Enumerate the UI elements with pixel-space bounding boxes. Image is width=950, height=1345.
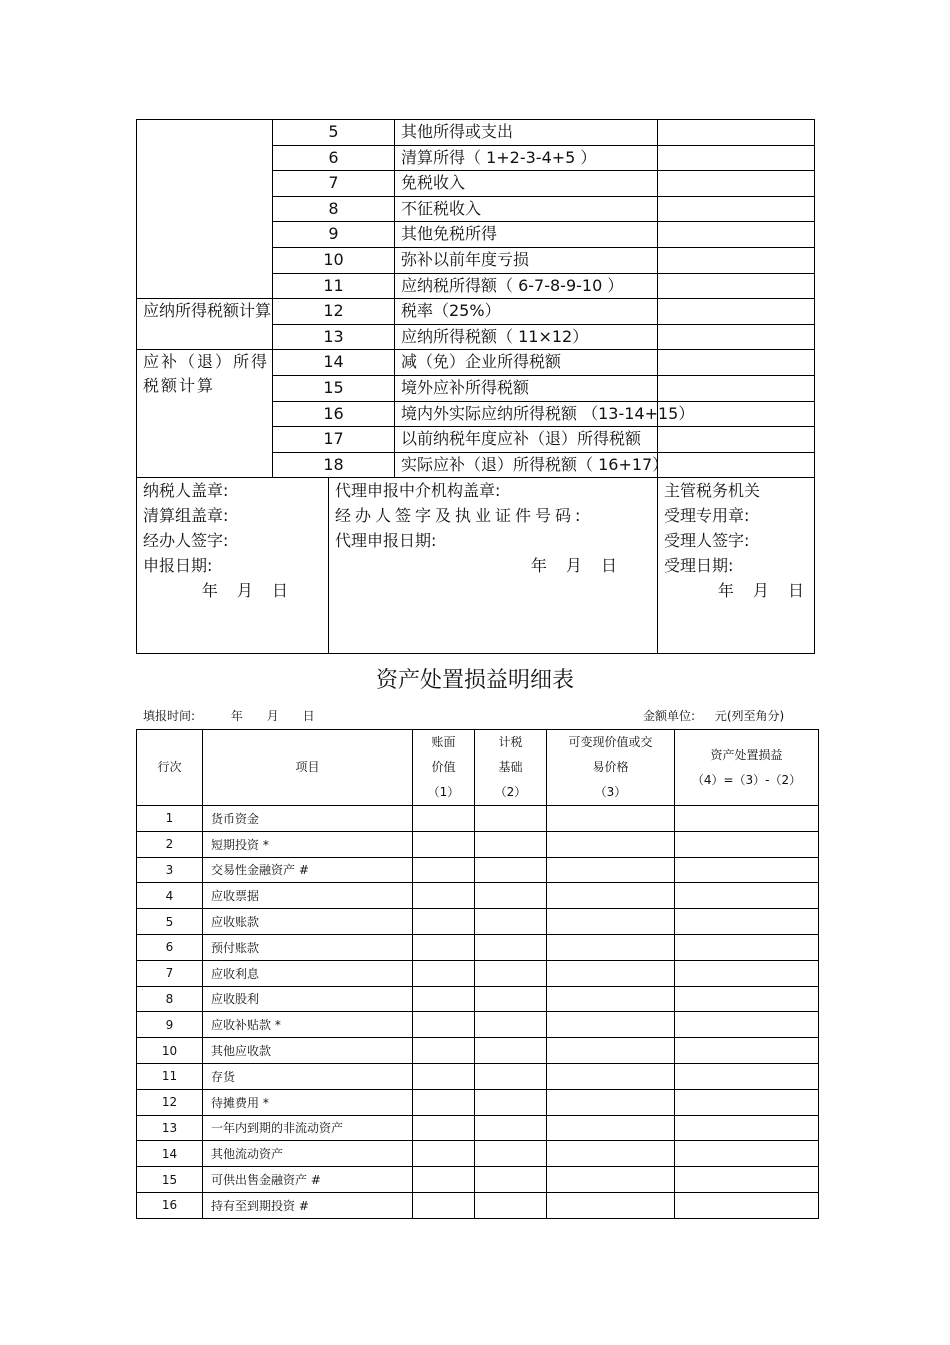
realizable-value-input[interactable]	[547, 1038, 675, 1064]
asset-row	[137, 960, 819, 986]
row-index: 15	[137, 1167, 203, 1193]
header-tax-line3: （2）	[494, 785, 527, 799]
line-label: 弥补以前年度亏损	[395, 247, 658, 273]
unit-value: 元(列至角分)	[714, 709, 785, 723]
line-label: 其他免税所得	[395, 222, 658, 248]
line-amount-input[interactable]	[658, 171, 815, 197]
row-index: 13	[137, 1115, 203, 1141]
asset-row	[137, 806, 819, 832]
row-item: 应收利息	[203, 960, 413, 986]
agent-sign-cell	[329, 478, 658, 654]
realizable-value-input[interactable]	[547, 806, 675, 832]
book-value-input[interactable]	[413, 1038, 475, 1064]
row-index: 12	[137, 1089, 203, 1115]
gain-loss-input[interactable]	[675, 883, 819, 909]
amount-unit	[643, 707, 784, 724]
line-number: 13	[273, 324, 395, 350]
tax-basis-input[interactable]	[475, 806, 547, 832]
liquidation-seal-label: 清算组盖章:	[143, 506, 229, 526]
tax-basis-input[interactable]	[475, 986, 547, 1012]
book-value-input[interactable]	[413, 1115, 475, 1141]
tax-row	[137, 350, 815, 376]
gain-loss-input[interactable]	[675, 1167, 819, 1193]
row-index: 3	[137, 857, 203, 883]
tax-basis-input[interactable]	[475, 934, 547, 960]
line-number: 17	[273, 427, 395, 453]
line-amount-input[interactable]	[658, 299, 815, 325]
book-value-input[interactable]	[413, 934, 475, 960]
line-amount-input[interactable]	[658, 273, 815, 299]
header-gain-loss	[675, 730, 819, 806]
row-index: 10	[137, 1038, 203, 1064]
row-index: 11	[137, 1063, 203, 1089]
row-item: 一年内到期的非流动资产	[203, 1115, 413, 1141]
unit-label: 金额单位:	[643, 709, 696, 723]
tax-basis-input[interactable]	[475, 1089, 547, 1115]
row-item: 其他应收款	[203, 1038, 413, 1064]
book-value-input[interactable]	[413, 1192, 475, 1218]
asset-disposal-table	[136, 729, 819, 1219]
line-number: 9	[273, 222, 395, 248]
header-tax-basis	[475, 730, 547, 806]
gain-loss-input[interactable]	[675, 934, 819, 960]
line-label: 免税收入	[395, 171, 658, 197]
gain-loss-input[interactable]	[675, 986, 819, 1012]
row-index: 4	[137, 883, 203, 909]
line-label: 应纳税所得额（ 6-7-8-9-10 ）	[395, 273, 658, 299]
filing-date-label: 申报日期:	[143, 556, 213, 576]
handler-sign-label: 经办人签字:	[143, 531, 229, 551]
header-row	[137, 730, 819, 806]
header-realizable-line2: 易价格	[592, 760, 629, 774]
row-item: 存货	[203, 1063, 413, 1089]
tax-row	[137, 120, 815, 146]
line-amount-input[interactable]	[658, 145, 815, 171]
line-number: 8	[273, 196, 395, 222]
asset-row	[137, 1192, 819, 1218]
gain-loss-input[interactable]	[675, 1192, 819, 1218]
tax-basis-input[interactable]	[475, 831, 547, 857]
book-value-input[interactable]	[413, 1089, 475, 1115]
realizable-value-input[interactable]	[547, 831, 675, 857]
line-label: 税率（25%）	[395, 299, 658, 325]
asset-row	[137, 883, 819, 909]
gain-loss-input[interactable]	[675, 1063, 819, 1089]
book-value-input[interactable]	[413, 806, 475, 832]
line-number: 5	[273, 120, 395, 146]
header-item: 项目	[203, 730, 413, 806]
asset-row	[137, 909, 819, 935]
header-realizable-value	[547, 730, 675, 806]
line-label: 境内外实际应纳所得税额 （13-14+15）	[395, 401, 658, 427]
gain-loss-input[interactable]	[675, 1115, 819, 1141]
line-number: 11	[273, 273, 395, 299]
book-value-input[interactable]	[413, 1012, 475, 1038]
fill-time	[143, 707, 335, 724]
line-number: 6	[273, 145, 395, 171]
realizable-value-input[interactable]	[547, 1115, 675, 1141]
line-amount-input[interactable]	[658, 120, 815, 146]
day-label: 日	[302, 709, 315, 723]
realizable-value-input[interactable]	[547, 1167, 675, 1193]
asset-row	[137, 1115, 819, 1141]
realizable-value-input[interactable]	[547, 1192, 675, 1218]
authority-seal-label: 受理专用章:	[664, 506, 750, 526]
row-item: 应收补贴款 *	[203, 1012, 413, 1038]
row-index: 5	[137, 909, 203, 935]
tax-basis-input[interactable]	[475, 1115, 547, 1141]
line-label: 其他所得或支出	[395, 120, 658, 146]
book-value-input[interactable]	[413, 1141, 475, 1167]
tax-row	[137, 299, 815, 325]
tax-basis-input[interactable]	[475, 1063, 547, 1089]
realizable-value-input[interactable]	[547, 1012, 675, 1038]
row-index: 6	[137, 934, 203, 960]
gain-loss-input[interactable]	[675, 1089, 819, 1115]
row-item: 可供出售金融资产 #	[203, 1167, 413, 1193]
line-label: 境外应补所得税额	[395, 375, 658, 401]
tax-basis-input[interactable]	[475, 1192, 547, 1218]
row-item: 其他流动资产	[203, 1141, 413, 1167]
gain-loss-input[interactable]	[675, 857, 819, 883]
book-value-input[interactable]	[413, 857, 475, 883]
tax-basis-input[interactable]	[475, 1012, 547, 1038]
authority-date-label: 受理日期:	[664, 556, 734, 576]
taxpayer-sign-cell	[137, 478, 329, 654]
book-value-input[interactable]	[413, 831, 475, 857]
book-value-input[interactable]	[413, 986, 475, 1012]
line-number: 7	[273, 171, 395, 197]
tax-basis-input[interactable]	[475, 883, 547, 909]
asset-row	[137, 1012, 819, 1038]
row-item: 应收票据	[203, 883, 413, 909]
year-label: 年	[230, 709, 243, 723]
asset-row	[137, 1141, 819, 1167]
agent-seal-label: 代理申报中介机构盖章:	[335, 481, 501, 501]
line-amount-input[interactable]	[658, 222, 815, 248]
realizable-value-input[interactable]	[547, 986, 675, 1012]
header-row-no: 行次	[137, 730, 203, 806]
asset-row	[137, 1089, 819, 1115]
gain-loss-input[interactable]	[675, 806, 819, 832]
header-book-value	[413, 730, 475, 806]
realizable-value-input[interactable]	[547, 883, 675, 909]
authority-label: 主管税务机关	[664, 481, 761, 501]
realizable-value-input[interactable]	[547, 1089, 675, 1115]
realizable-value-input[interactable]	[547, 909, 675, 935]
header-gainloss-line2: （4）=（3）-（2）	[691, 772, 802, 787]
asset-row	[137, 934, 819, 960]
line-number: 16	[273, 401, 395, 427]
asset-row	[137, 986, 819, 1012]
line-amount-input[interactable]	[658, 375, 815, 401]
tax-basis-input[interactable]	[475, 857, 547, 883]
line-number: 14	[273, 350, 395, 376]
taxpayer-seal-label: 纳税人盖章:	[143, 481, 229, 501]
book-value-input[interactable]	[413, 960, 475, 986]
line-number: 10	[273, 247, 395, 273]
row-index: 2	[137, 831, 203, 857]
row-item: 交易性金融资产 #	[203, 857, 413, 883]
asset-table-title: 资产处置损益明细表	[375, 668, 574, 693]
book-value-input[interactable]	[413, 1063, 475, 1089]
row-index: 16	[137, 1192, 203, 1218]
gain-loss-input[interactable]	[675, 909, 819, 935]
line-label: 清算所得（ 1+2-3-4+5 ）	[395, 145, 658, 171]
header-realizable-line1: 可变现价值或交	[568, 735, 653, 749]
header-tax-line2: 基础	[498, 760, 523, 774]
row-item: 应收股利	[203, 986, 413, 1012]
tax-basis-input[interactable]	[475, 960, 547, 986]
row-item: 持有至到期投资 #	[203, 1192, 413, 1218]
header-gainloss-line1: 资产处置损益	[710, 747, 783, 762]
line-number: 15	[273, 375, 395, 401]
asset-row	[137, 831, 819, 857]
date-placeholder: 年 月 日	[717, 581, 804, 601]
line-amount-input[interactable]	[658, 247, 815, 273]
realizable-value-input[interactable]	[547, 857, 675, 883]
date-placeholder: 年 月 日	[530, 556, 617, 576]
category-refund-calc: 应补（退）所得税额计算	[137, 350, 273, 478]
asset-row	[137, 857, 819, 883]
authority-signer-label: 受理人签字:	[664, 531, 750, 551]
realizable-value-input[interactable]	[547, 960, 675, 986]
agent-handler-label: 经办人签字及执业证件号码:	[335, 506, 585, 526]
tax-basis-input[interactable]	[475, 909, 547, 935]
row-item: 应收账款	[203, 909, 413, 935]
header-book-line2: 价值	[431, 760, 456, 774]
line-label: 以前纳税年度应补（退）所得税额	[395, 427, 658, 453]
month-label: 月	[266, 709, 279, 723]
asset-row	[137, 1038, 819, 1064]
book-value-input[interactable]	[413, 1167, 475, 1193]
line-amount-input[interactable]	[658, 196, 815, 222]
asset-row	[137, 1063, 819, 1089]
line-amount-input[interactable]	[658, 452, 815, 478]
book-value-input[interactable]	[413, 883, 475, 909]
category-cell-empty	[137, 120, 273, 299]
realizable-value-input[interactable]	[547, 1063, 675, 1089]
gain-loss-input[interactable]	[675, 960, 819, 986]
row-index: 9	[137, 1012, 203, 1038]
header-book-line3: （1）	[427, 785, 460, 799]
row-item: 预付账款	[203, 934, 413, 960]
book-value-input[interactable]	[413, 909, 475, 935]
line-label: 实际应补（退）所得税额（ 16+17）	[395, 452, 658, 478]
tax-basis-input[interactable]	[475, 1167, 547, 1193]
realizable-value-input[interactable]	[547, 1141, 675, 1167]
row-index: 14	[137, 1141, 203, 1167]
date-placeholder: 年 月 日	[201, 581, 288, 601]
asset-row	[137, 1167, 819, 1193]
row-item: 待摊费用 *	[203, 1089, 413, 1115]
line-label: 应纳所得税额（ 11×12）	[395, 324, 658, 350]
gain-loss-input[interactable]	[675, 1012, 819, 1038]
row-item: 货币资金	[203, 806, 413, 832]
line-number: 18	[273, 452, 395, 478]
line-label: 减（免）企业所得税额	[395, 350, 658, 376]
authority-sign-cell	[658, 478, 815, 654]
tax-return-table	[136, 119, 815, 654]
line-amount-input[interactable]	[658, 350, 815, 376]
fill-time-label: 填报时间:	[143, 709, 196, 723]
header-realizable-line3: （3）	[594, 785, 627, 799]
category-payable-calc: 应纳所得税额计算	[137, 299, 273, 350]
gain-loss-input[interactable]	[675, 1038, 819, 1064]
line-amount-input[interactable]	[658, 427, 815, 453]
header-book-line1: 账面	[431, 735, 456, 749]
line-number: 12	[273, 299, 395, 325]
tax-basis-input[interactable]	[475, 1141, 547, 1167]
row-index: 7	[137, 960, 203, 986]
gain-loss-input[interactable]	[675, 1141, 819, 1167]
signature-row	[137, 478, 815, 654]
tax-basis-input[interactable]	[475, 1038, 547, 1064]
agent-date-label: 代理申报日期:	[335, 531, 437, 551]
line-amount-input[interactable]	[658, 324, 815, 350]
row-index: 1	[137, 806, 203, 832]
row-index: 8	[137, 986, 203, 1012]
gain-loss-input[interactable]	[675, 831, 819, 857]
row-item: 短期投资 *	[203, 831, 413, 857]
line-label: 不征税收入	[395, 196, 658, 222]
realizable-value-input[interactable]	[547, 934, 675, 960]
header-tax-line1: 计税	[498, 735, 523, 749]
